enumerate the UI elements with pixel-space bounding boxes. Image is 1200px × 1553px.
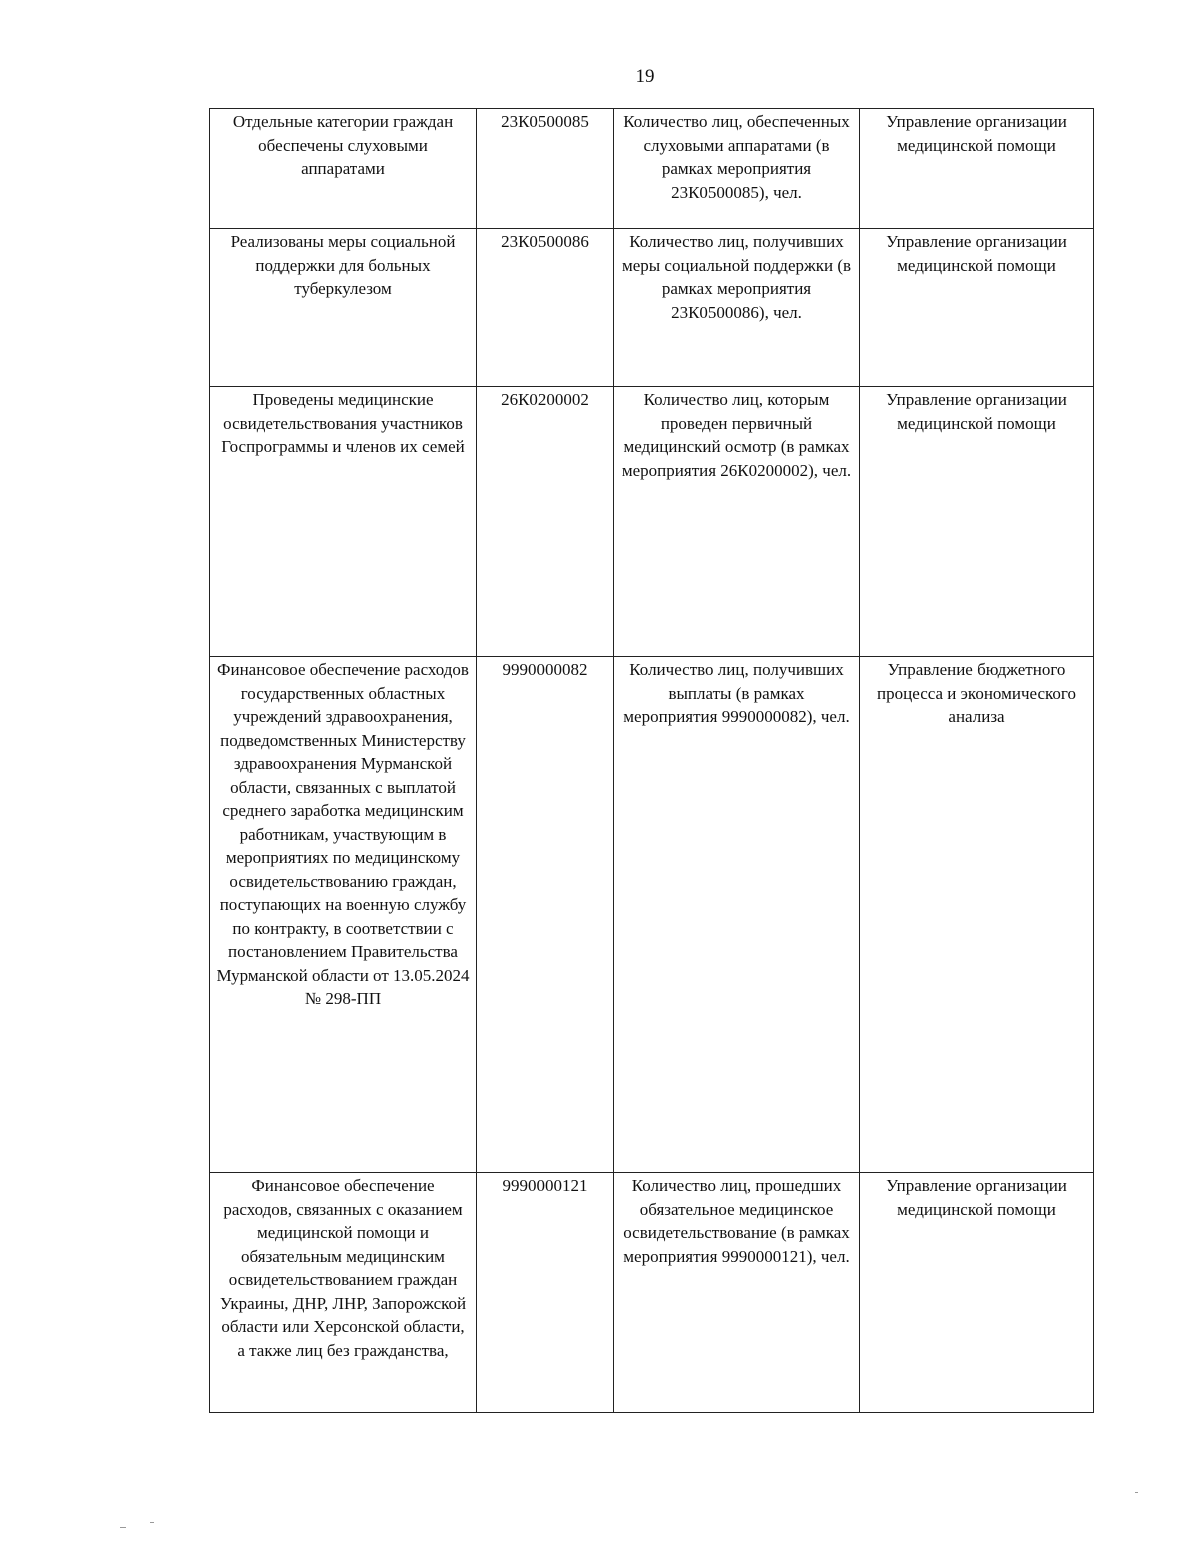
indicator-cell: Количество лиц, которым проведен первичный медицинский осмотр (в рамках мероприятия 26К0200002), чел. [614,387,860,657]
responsible-cell: Управление организации медицинской помощи [860,387,1094,657]
code-cell: 9990000082 [477,657,614,1173]
result-cell: Проведены медицинские освидетельствования участников Госпрограммы и членов их семей [210,387,477,657]
indicator-cell: Количество лиц, обеспеченных слуховыми аппаратами (в рамках мероприятия 23К0500085), чел. [614,109,860,229]
code-cell: 26К0200002 [477,387,614,657]
responsible-cell: Управление организации медицинской помощи [860,229,1094,387]
code-cell: 23К0500085 [477,109,614,229]
table-row [210,229,1094,387]
code-cell: 23К0500086 [477,229,614,387]
result-cell: Отдельные категории граждан обеспечены слуховыми аппаратами [210,109,477,229]
table-row [210,657,1094,1173]
table-row [210,387,1094,657]
page-number: 19 [635,66,655,87]
indicator-cell: Количество лиц, получивших выплаты (в рамках мероприятия 9990000082), чел. [614,657,860,1173]
result-cell: Финансовое обеспечение расходов, связанных с оказанием медицинской помощи и обязательным медицинским освидетельствованием граждан Украины, ДНР, ЛНР, Запорожской области или Херсонской области, а также лиц без гражданства, [210,1173,477,1413]
scan-artifact [120,1527,126,1528]
table-row [210,1173,1094,1413]
responsible-cell: Управление бюджетного процесса и экономического анализа [860,657,1094,1173]
result-cell: Финансовое обеспечение расходов государственных областных учреждений здравоохранения, подведомственных Министерству здравоохранения Мурманской области, связанных с выплатой среднего заработка медицинским работникам, участвующим в мероприятиях по медицинскому освидетельствованию граждан, поступающих на военную службу по контракту, в соответствии с постановлением Правительства Мурманской области от 13.05.2024 № 298-ПП [210,657,477,1173]
table-row [210,109,1094,229]
code-cell: 9990000121 [477,1173,614,1413]
indicator-cell: Количество лиц, получивших меры социальной поддержки (в рамках мероприятия 23К0500086), чел. [614,229,860,387]
result-cell: Реализованы меры социальной поддержки для больных туберкулезом [210,229,477,387]
responsible-cell: Управление организации медицинской помощи [860,1173,1094,1413]
scan-artifact [1135,1492,1138,1493]
responsible-cell: Управление организации медицинской помощи [860,109,1094,229]
indicator-cell: Количество лиц, прошедших обязательное медицинское освидетельствование (в рамках мероприятия 9990000121), чел. [614,1173,860,1413]
scan-artifact [150,1522,154,1523]
measures-table [209,108,1094,1413]
